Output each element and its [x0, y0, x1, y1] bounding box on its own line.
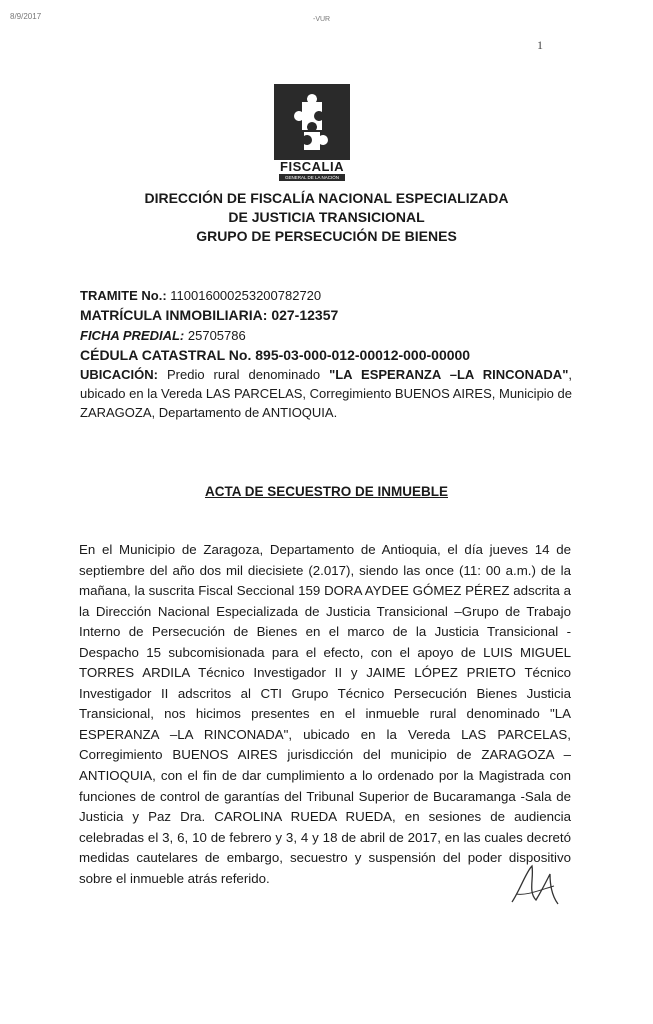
- tramite-row: [80, 286, 572, 305]
- puzzle-piece-icon: [274, 84, 350, 160]
- ubicacion-post: , ubicado en la Vereda LAS PARCELAS, Corregimiento BUENOS AIRES, Municipio de ZARAGOZA, Departamento de ANTIOQUIA.: [80, 367, 572, 420]
- fiscalia-logo: [274, 84, 350, 184]
- heading-line-1: DIRECCIÓN DE FISCALÍA NACIONAL ESPECIALIZADA: [144, 190, 509, 206]
- logo-name: FISCALIA: [280, 159, 344, 174]
- cedula-label: CÉDULA CATASTRAL No.: [80, 347, 252, 363]
- ubicacion-property-name: "LA ESPERANZA –LA RINCONADA": [329, 367, 569, 382]
- scan-mark: -VUR: [313, 16, 331, 23]
- ficha-label: FICHA PREDIAL:: [80, 328, 185, 343]
- body-paragraph: En el Municipio de Zaragoza, Departamento de Antioquia, el día jueves 14 de septiembre del año dos mil diecisiete (2.017), siendo las once (11: 00 a.m.) de la mañana, la suscrita Fiscal Seccional 159 DORA AYDEE GÓMEZ PÉREZ adscrita a la Dirección Nacional Especializada de Justicia Transicional –Grupo de Trabajo Interno de Persecución de Bienes en el marco de la Justicia Transicional -Despacho 15 subcomisionada para el efecto, con el apoyo de LUIS MIGUEL TORRES ARDILA Técnico Investigador II y JAIME LÓPEZ PRIETO Técnico Investigador II adscritos al CTI Grupo Técnico Persecución Bienes Justicia Transicional, nos hicimos presentes en el inmueble rural denominado "LA ESPERANZA –LA RINCONADA", ubicado en la Vereda LAS PARCELAS, Corregimiento BUENOS AIRES jurisdicción del municipio de ZARAGOZA –ANTIOQUIA, con el fin de dar cumplimiento a lo ordenado por la Magistrada con funciones de control de garantías del Tribunal Superior de Bucaramanga -Sala de Justicia y Paz Dra. CAROLINA RUEDA RUEDA, en sesiones de audiencia celebradas el 3, 6, 10 de febrero y 3, 4 y 18 de abril de 2017, en las cuales decretó medidas cautelares de embargo, secuestro y suspensión del poder dispositivo sobre el inmueble atrás referido.: [79, 542, 571, 886]
- heading-line-2: DE JUSTICIA TRANSICIONAL: [228, 209, 425, 225]
- ubicacion-label: UBICACIÓN:: [80, 367, 158, 382]
- cedula-row: [80, 346, 572, 365]
- heading-line-3: GRUPO DE PERSECUCIÓN DE BIENES: [196, 228, 457, 244]
- signature-icon: [506, 860, 566, 910]
- tramite-value: 110016000253200782720: [170, 288, 322, 303]
- ubicacion-pre: Predio rural denominado: [166, 367, 321, 382]
- matricula-row: [80, 306, 572, 325]
- matricula-value: 027-12357: [271, 307, 339, 323]
- scan-date: 8/9/2017: [10, 12, 42, 21]
- acta-title-text: ACTA DE SECUESTRO DE INMUEBLE: [204, 484, 448, 499]
- page-number: 1: [537, 38, 543, 52]
- acta-title: [0, 484, 653, 499]
- ficha-value: 25705786: [187, 328, 246, 343]
- matricula-label: MATRÍCULA INMOBILIARIA:: [80, 307, 268, 323]
- ficha-row: [80, 326, 572, 345]
- tramite-label: TRAMITE No.:: [80, 288, 167, 303]
- ubicacion-row: [80, 365, 572, 422]
- cedula-value: 895-03-000-012-00012-000-00000: [255, 347, 471, 363]
- logo-subtitle: GENERAL DE LA NACIÓN: [279, 174, 345, 181]
